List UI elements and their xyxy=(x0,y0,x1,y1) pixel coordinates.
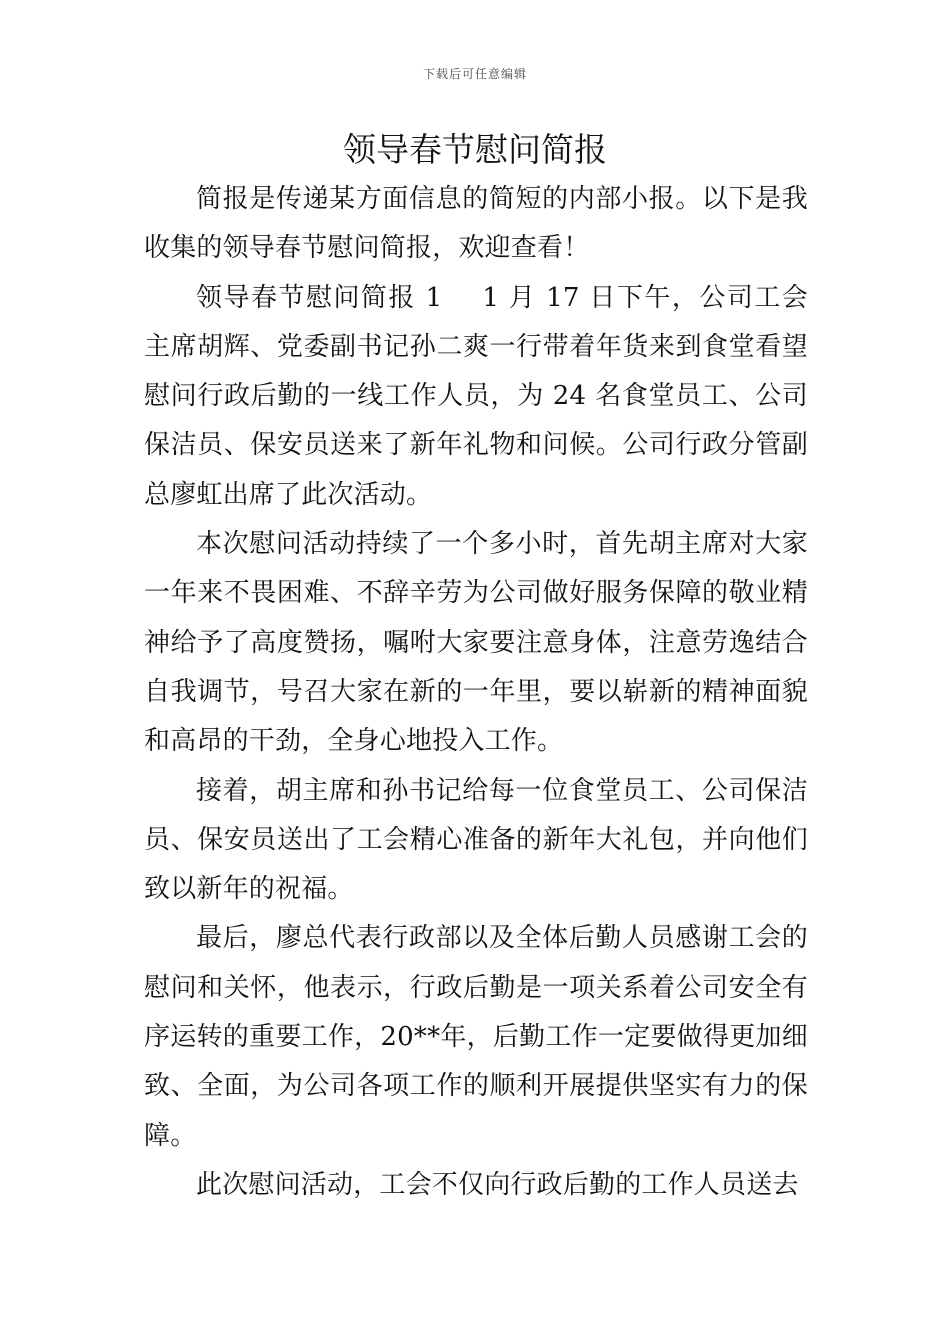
page-title: 领导春节慰问简报 xyxy=(343,130,607,169)
briefing-1-body: 1 月 17 日下午，公司工会主席胡辉、党委副书记孙二爽一行带着年货来到食堂看望慰问行政后勤的一线工作人员，为 24 名食堂员工、公司保洁员、保安员送来了新年礼物和问候。公司行政分管副总廖虹出席了此次活动。 xyxy=(144,282,808,510)
paragraph-continued: 此次慰问活动，工会不仅向行政后勤的工作人员送去 xyxy=(196,1169,799,1200)
paragraph-gifts: 接着，胡主席和孙书记给每一位食堂员工、公司保洁员、保安员送出了工会精心准备的新年大礼包，并向他们致以新年的祝福。 xyxy=(144,775,808,905)
paragraph-intro: 简报是传递某方面信息的简短的内部小报。以下是我收集的领导春节慰问简报，欢迎查看！ xyxy=(144,184,808,264)
briefing-1-heading: 领导春节慰问简报 1 xyxy=(196,282,443,313)
paragraph-briefing-1 xyxy=(144,274,808,520)
header-note: 下载后可任意编辑 xyxy=(422,67,527,81)
paragraph-activity: 本次慰问活动持续了一个多小时，首先胡主席对大家一年来不畏困难、不辞辛劳为公司做好服务保障的敬业精神给予了高度赞扬，嘱咐大家要注意身体，注意劳逸结合自我调节，号召大家在新的一年里，要以崭新的精神面貌和高昂的干劲，全身心地投入工作。 xyxy=(144,529,808,757)
paragraph-closing-remarks: 最后，廖总代表行政部以及全体后勤人员感谢工会的慰问和关怀，他表示，行政后勤是一项关系着公司安全有序运转的重要工作，20**年，后勤工作一定要做得更加细致、全面，为公司各项工作的顺利开展提供坚实有力的保障。 xyxy=(144,923,808,1151)
document-body xyxy=(144,175,808,1210)
